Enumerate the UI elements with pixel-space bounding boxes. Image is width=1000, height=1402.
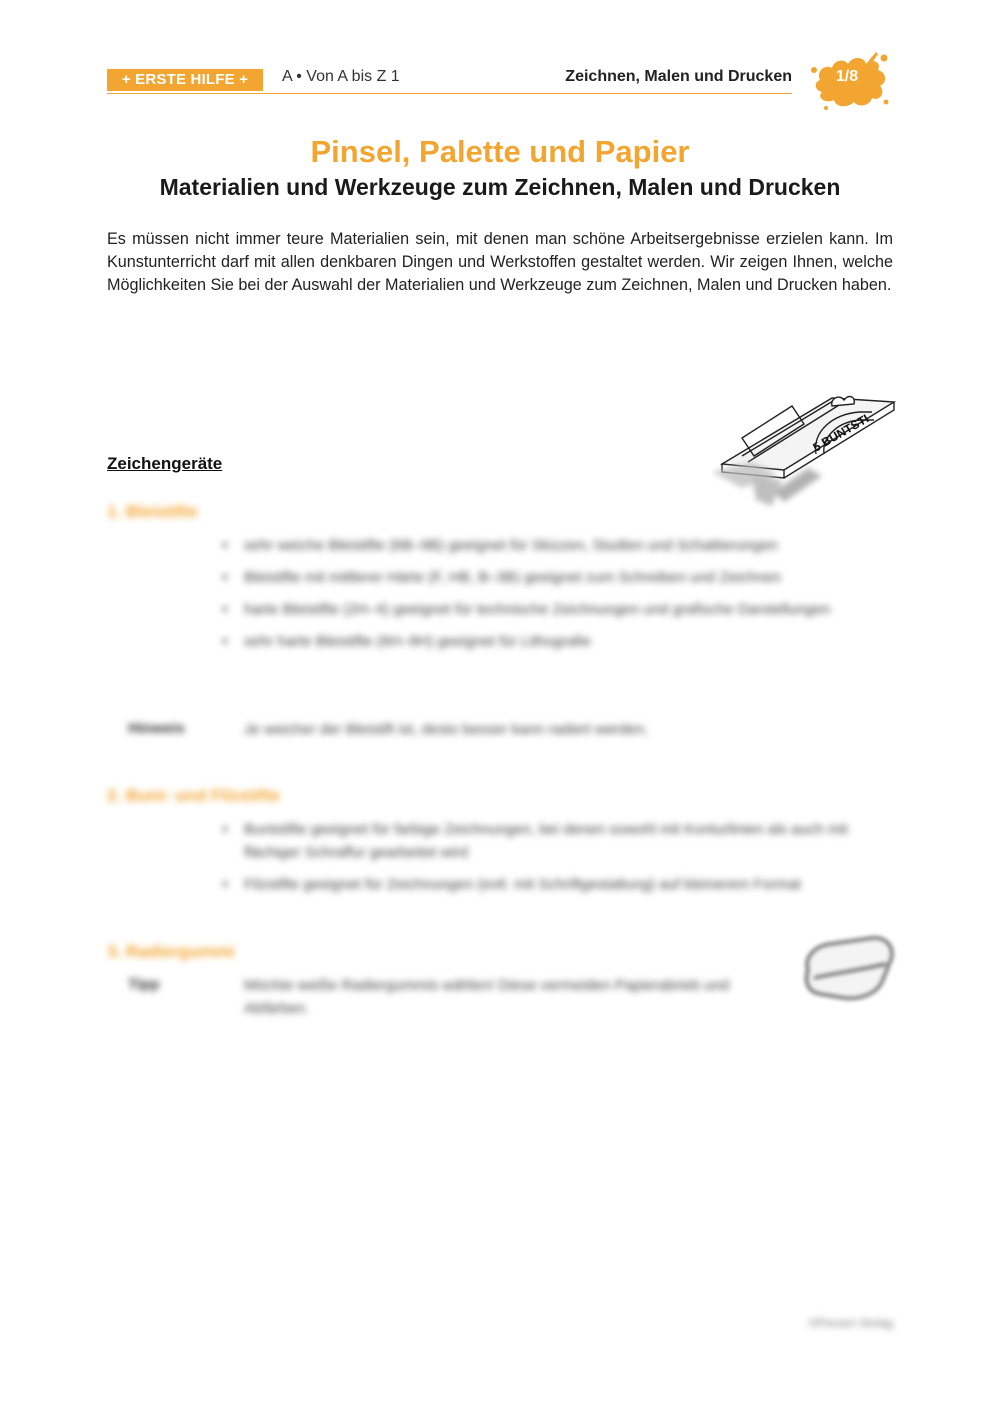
tip-label: Tipp [128,976,160,993]
subsection-heading: 1. Bleistifte [107,502,198,521]
bullet-list [222,534,872,662]
series-label: A • Von A bis Z 1 [282,68,400,85]
tip-text: Möchte weiße Radiergummis wählen! Diese vermeiden Papierabrieb und Abfärben. [244,977,730,1017]
eraser-illustration [800,934,898,1004]
subsection-heading: 2. Bunt- und Filzstifte [107,786,280,805]
pencil-box-label: 5 BUNTSTI [810,411,872,455]
note-text: Je weicher der Bleistift ist, desto besser kann radiert werden. [244,721,649,738]
list-item: ■ Bleistifte mit mittlerer Härte (F, HB, B–3B) geeignet zum Schreiben und Zeichnen [222,566,872,589]
list-item: ■ sehr harte Bleistifte (6H–9H) geeignet für Lithografie [222,630,872,653]
list-item: ■ sehr weiche Bleistifte (6B–9B) geeignet für Skizzen, Studien und Schattierungen [222,534,872,557]
list-item: ■ harte Bleistifte (2H–4) geeignet für technische Zeichnungen und grafische Darstellungen [222,598,872,621]
topic-label: Zeichnen, Malen und Drucken [565,68,792,85]
intro-paragraph: Es müssen nicht immer teure Materialien sein, mit denen man schöne Arbeitsergebnisse erzielen kann. Im Kunstunterricht darf mit allen denkbaren Dingen und Werkstoffen gestaltet werden. Wir zeigen Ihnen, welche Möglichkeiten Sie bei der Auswahl der Materialien und Werkzeuge zum Zeichnen, Malen und Drucken haben. [107,230,893,294]
footer-credit: ©Persen Verlag [808,1316,893,1330]
pencil-box-illustration [712,376,898,516]
note-label: Hinweis [128,720,185,737]
list-item: ■ Buntstifte geeignet für farbige Zeichnungen, bei denen sowohl mit Konturlinien als auch mit flächiger Schraffur gearbeitet wird [222,818,872,864]
subsection-heading: 3. Radiergummi [107,942,235,961]
bullet-list [222,818,872,905]
page-header [107,66,792,94]
erste-hilfe-badge: + ERSTE HILFE + [107,69,263,91]
page-subtitle: Materialien und Werkzeuge zum Zeichnen, Malen und Drucken [159,174,841,200]
page-number: 1/8 [835,68,859,85]
section-heading: Zeichengeräte [107,454,223,473]
list-item: ■ Filzstifte geeignet für Zeichnungen (evtl. mit Schriftgestaltung) auf kleinerem Format [222,873,872,896]
page-title: Pinsel, Palette und Papier [310,134,690,169]
